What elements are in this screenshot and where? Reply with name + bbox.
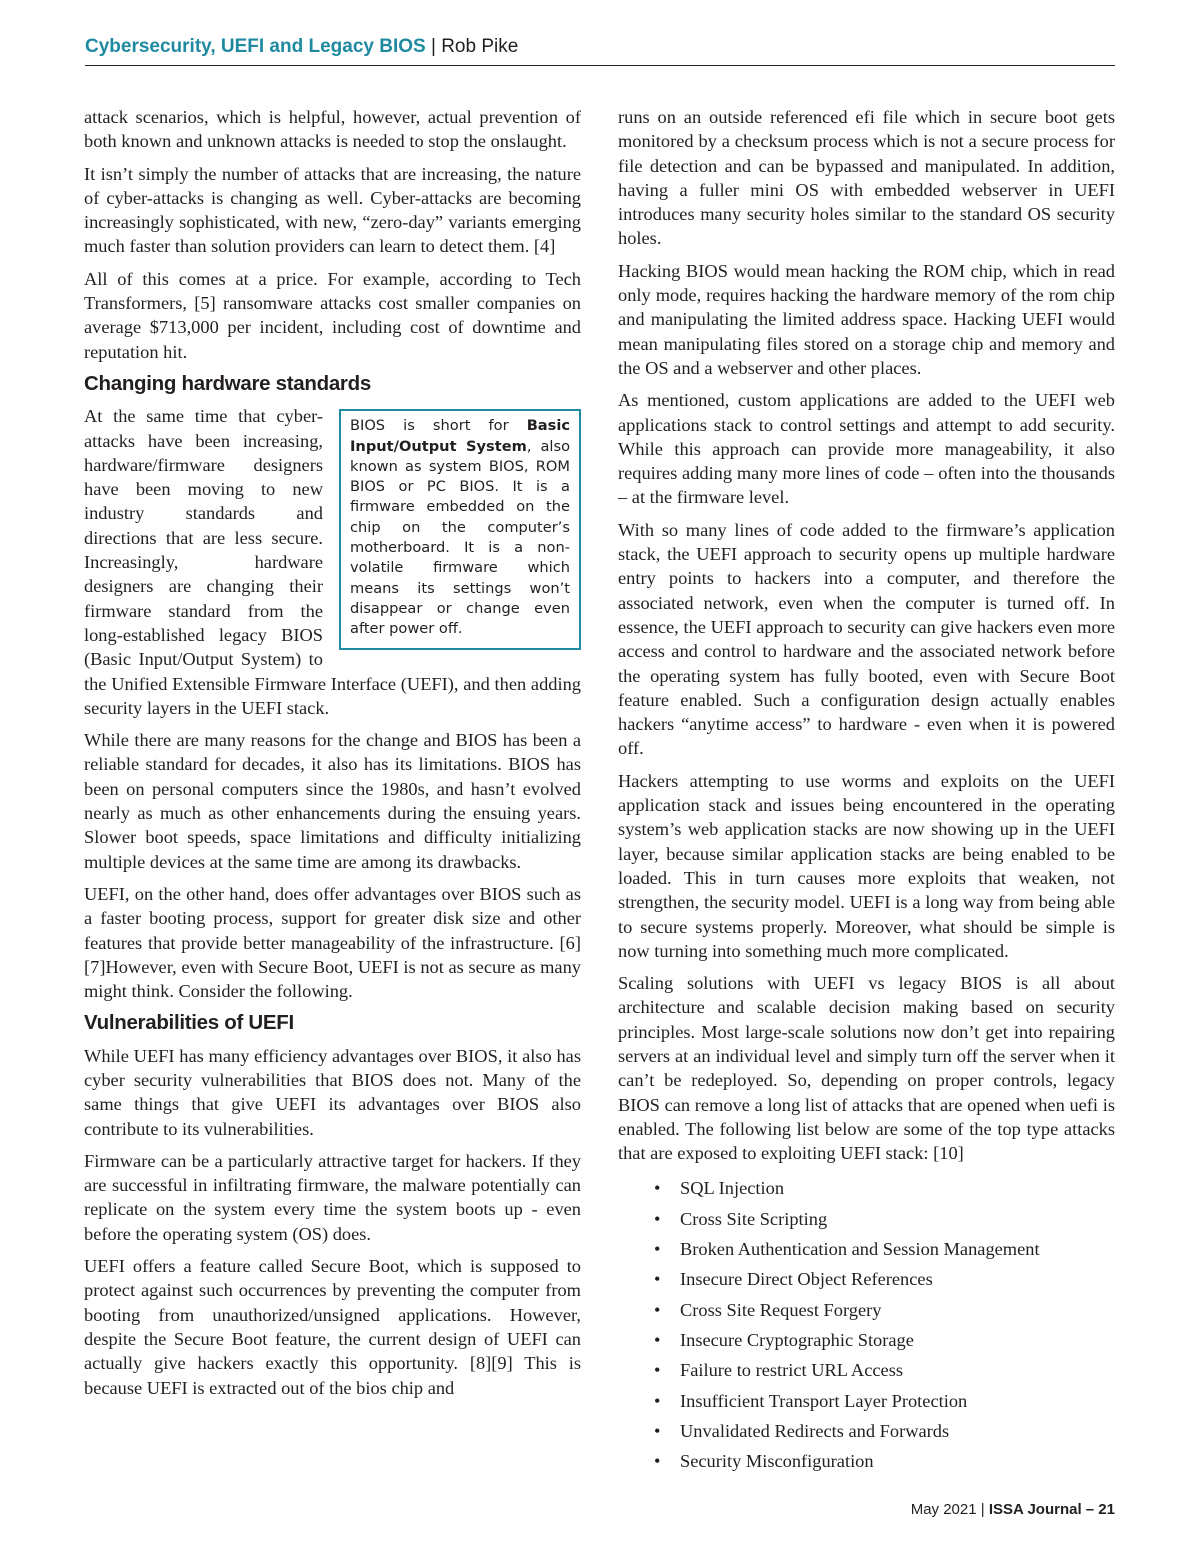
- body-paragraph: While there are many reasons for the change and BIOS has been a reliable standard for decades, it also has its limitations. BIOS has been on personal computers since the 1980s, and hasn’t evolved nearly as much as other enhancements during the ensuing years. Slower boot speeds, space limitations and difficulty initializing multiple devices at the same time are among its drawbacks.: [84, 730, 581, 872]
- bullet-icon: •: [654, 1178, 661, 1199]
- list-item: • Cross Site Scripting: [680, 1204, 1115, 1234]
- sidebar-intro: BIOS is short for: [350, 417, 527, 435]
- bullet-icon: •: [654, 1360, 661, 1381]
- bullet-icon: •: [654, 1329, 661, 1350]
- footer-journal-page: ISSA Journal – 21: [988, 1501, 1115, 1518]
- header-rule: [85, 65, 1115, 66]
- bullet-icon: •: [654, 1299, 661, 1320]
- bullet-icon: •: [654, 1451, 661, 1472]
- body-paragraph: All of this comes at a price. For example, according to Tech Transformers, [5] ransomware attacks cost smaller companies on average $713,000 per incident, including cost of downtime and reputation hit.: [84, 268, 581, 362]
- list-item: • SQL Injection: [680, 1173, 1115, 1203]
- section-heading-vulnerabilities: Vulnerabilities of UEFI: [84, 1011, 294, 1035]
- body-paragraph: UEFI, on the other hand, does offer advantages over BIOS such as a faster booting process, support for greater disk size and other features that provide better manageability of the infrastructure. [6][7]However, even with Secure Boot, UEFI is not as secure as many might think. Consider the following.: [84, 883, 581, 1002]
- body-paragraph: Scaling solutions with UEFI vs legacy BIOS is all about architecture and scalable decision making based on security principles. Most large-scale solutions now don’t get into repairing servers at an individual level and simply turn off the server when it can’t be redeployed. So, depending on proper controls, legacy BIOS can remove a long list of attacks that are opened when uefi is enabled. The following list below are some of the top type attacks that are exposed to exploiting UEFI stack: [10]: [618, 973, 1115, 1164]
- body-paragraph: attack scenarios, which is helpful, however, actual prevention of both known and unknown attacks is needed to stop the onslaught.: [84, 107, 581, 152]
- list-item: • Broken Authentication and Session Management: [680, 1234, 1115, 1264]
- right-column: [618, 105, 1115, 1476]
- body-paragraph: As mentioned, custom applications are added to the UEFI web applications stack to control settings and attempt to add security. While this approach can provide more manageability, it also requires adding many more lines of code – often into the thousands – at the firmware level.: [618, 390, 1115, 508]
- body-paragraph: runs on an outside referenced efi file which in secure boot gets monitored by a checksum process which is not a secure process for file detection and can be bypassed and manipulated. In addition, having a fuller mini OS with embedded webserver in UEFI introduces many security holes similar to the standard OS security holes.: [618, 107, 1115, 249]
- bullet-icon: •: [654, 1420, 661, 1441]
- header-author: Rob Pike: [441, 36, 519, 57]
- page-footer: [911, 1501, 1115, 1518]
- footer-separator: |: [980, 1501, 985, 1518]
- running-header: [85, 36, 1115, 58]
- bullet-icon: •: [654, 1390, 661, 1411]
- body-paragraph: While UEFI has many efficiency advantages over BIOS, it also has cyber security vulnerabilities that BIOS does not. Many of the same things that give UEFI its advantages over BIOS also contribute to its vulnerabilities.: [84, 1045, 581, 1139]
- list-item: • Insecure Direct Object References: [680, 1264, 1115, 1294]
- body-paragraph: At the same time that cyber-attacks have been increasing, hardware/firmware designers have been moving to new industry standards and directions that are less secure. Increasingly, hardware designers are changing their firmware standard from the long-established legacy BIOS (Basic Input/Output System) to the Unified Extensible Firmware Interface (UEFI), and then adding security layers in the UEFI stack.: [84, 406, 581, 718]
- sidebar-text: , also known as system BIOS, ROM BIOS or PC BIOS. It is a firmware embedded on the chip on the computer’s motherboard. It is a non-volatile firmware which means its settings won’t disappear or change even after power off.: [350, 437, 571, 638]
- list-item: • Failure to restrict URL Access: [680, 1355, 1115, 1385]
- bullet-icon: •: [654, 1239, 661, 1260]
- body-paragraph: Firmware can be a particularly attractive target for hackers. If they are successful in infiltrating firmware, the malware potentially can replicate on the system every time the system boots up - even before the operating system (OS) does.: [84, 1150, 581, 1244]
- header-title: Cybersecurity, UEFI and Legacy BIOS: [85, 36, 426, 57]
- footer-date: May 2021: [910, 1501, 977, 1518]
- bullet-icon: •: [654, 1269, 661, 1290]
- list-item: • Unvalidated Redirects and Forwards: [680, 1416, 1115, 1446]
- header-separator: |: [430, 36, 436, 57]
- body-paragraph: With so many lines of code added to the firmware’s application stack, the UEFI approach to security opens up multiple hardware entry points to hackers into a computer, and therefore the associated network, even when the computer is turned off. In essence, the UEFI approach to security can give hackers even more access and control to hardware and the associated network before the operating system has fully booted, even with Secure Boot feature enabled. Such a configuration design actually enables hackers “anytime access” to hardware - even when it is powered off.: [618, 519, 1115, 759]
- body-paragraph: UEFI offers a feature called Secure Boot, which is supposed to protect against such occurrences by preventing the computer from booting from unauthorized/unsigned applications. However, despite the Secure Boot feature, the current design of UEFI can actually give hackers exactly this opportunity. [8][9] This is because UEFI is extracted out of the bios chip and: [84, 1256, 581, 1398]
- bios-definition-sidebar: [339, 409, 581, 649]
- attack-list: [618, 1173, 1115, 1476]
- list-item: • Cross Site Request Forgery: [680, 1295, 1115, 1325]
- body-paragraph: It isn’t simply the number of attacks that are increasing, the nature of cyber-attacks is changing as well. Cyber-attacks are becoming increasingly sophisticated, with new, “zero-day” variants emerging much faster than solution providers can learn to detect them. [4]: [84, 163, 581, 257]
- list-item: • Insufficient Transport Layer Protection: [680, 1386, 1115, 1416]
- body-paragraph: Hackers attempting to use worms and exploits on the UEFI application stack and issues being encountered in the operating system’s web application stacks are now showing up in the UEFI layer, because similar application stacks are being enabled to be loaded. This in turn causes more exploits that weaken, not strengthen, the security model. UEFI is a long way from being able to secure systems properly. Moreover, what should be simple is now turning into something much more complicated.: [618, 770, 1115, 961]
- section-heading-changing-hardware: Changing hardware standards: [84, 371, 371, 395]
- left-column: [84, 105, 581, 1408]
- sidebar-term: Basic Input/Output System: [350, 417, 570, 455]
- body-paragraph: Hacking BIOS would mean hacking the ROM chip, which in read only mode, requires hacking the hardware memory of the rom chip and manipulating the limited address space. Hacking UEFI would mean manipulating files stored on a storage chip and memory and the OS and a webserver and other places.: [618, 260, 1115, 378]
- bullet-icon: •: [654, 1208, 661, 1229]
- list-item: • Insecure Cryptographic Storage: [680, 1325, 1115, 1355]
- list-item: • Security Misconfiguration: [680, 1446, 1115, 1476]
